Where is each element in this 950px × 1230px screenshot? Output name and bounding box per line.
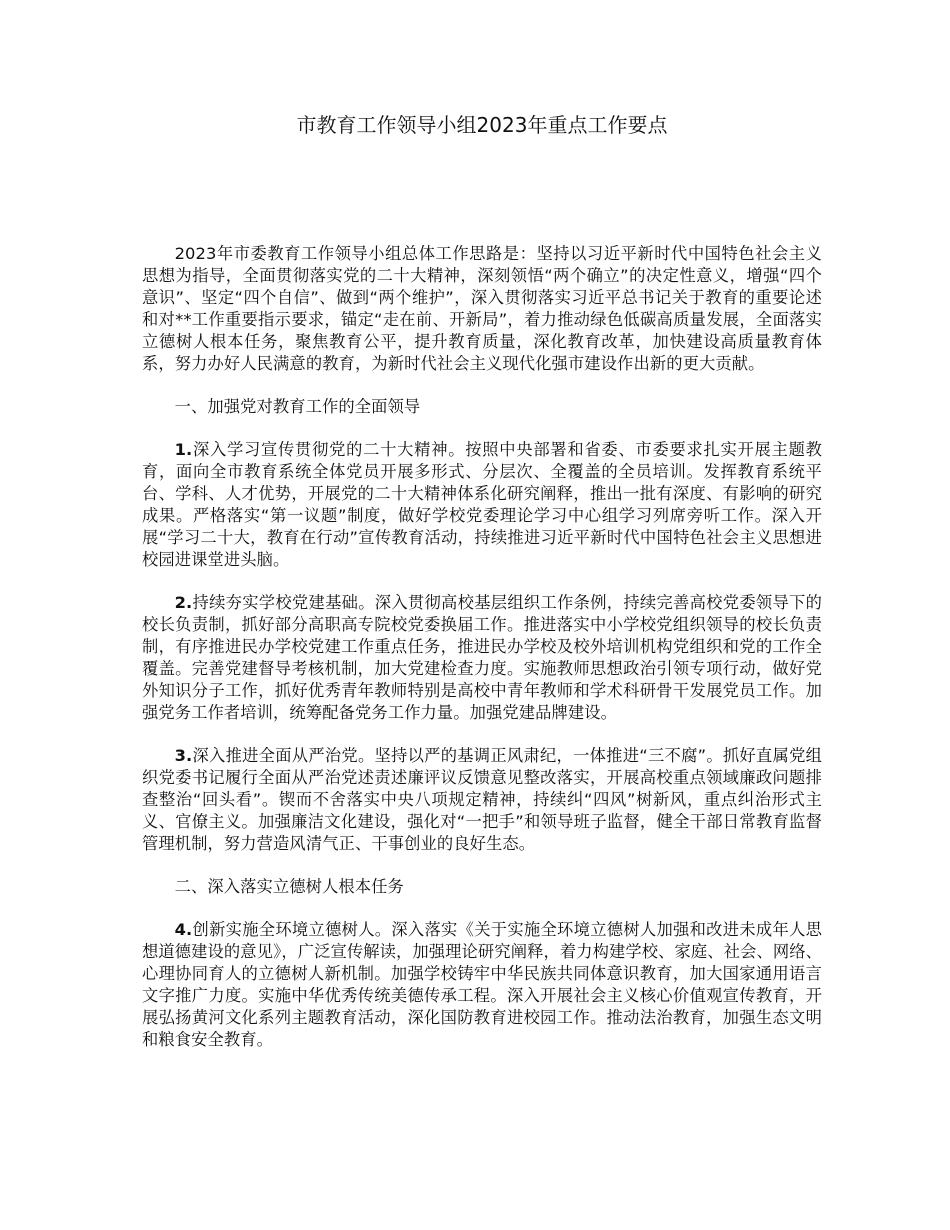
document-title: 市教育工作领导小组2023年重点工作要点: [296, 113, 668, 137]
item-paragraph-1: [142, 439, 822, 571]
section-heading-1: 一、加强党对教育工作的全面领导: [174, 397, 421, 416]
section-heading-2: 二、深入落实立德树人根本任务: [174, 877, 404, 896]
item-number: 4.: [174, 920, 193, 939]
item-number: 3.: [174, 746, 193, 765]
item-number: 2.: [174, 593, 193, 612]
document-page: [142, 110, 822, 1072]
item-text: 持续夯实学校党建基础。深入贯彻高校基层组织工作条例，持续完善高校党委领导下的校长负责制，抓好部分高职高专院校党委换届工作。推进落实中小学校党组织领导的校长负责制，有序推进民办学校党建工作重点任务，推进民办学校及校外培训机构党组织和党的工作全覆盖。完善党建督导考核机制，加大党建检查力度。实施教师思想政治引领专项行动，做好党外知识分子工作，抓好优秀青年教师特别是高校中青年教师和学术科研骨干发展党员工作。加强党务工作者培训，统筹配备党务工作力量。加强党建品牌建设。: [142, 593, 822, 722]
item-paragraph-4: [142, 919, 822, 1051]
document-body: [142, 243, 822, 1051]
item-number: 1.: [174, 440, 193, 459]
item-paragraph-2: [142, 592, 822, 724]
item-text: 创新实施全环境立德树人。深入落实《关于实施全环境立德树人加强和改进未成年人思想道德建设的意见》，广泛宣传解读，加强理论研究阐释，着力构建学校、家庭、社会、网络、心理协同育人的立德树人新机制。加强学校铸牢中华民族共同体意识教育，加大国家通用语言文字推广力度。实施中华优秀传统美德传承工程。深入开展社会主义核心价值观宣传教育，开展弘扬黄河文化系列主题教育活动，深化国防教育进校园工作。推动法治教育，加强生态文明和粮食安全教育。: [142, 920, 822, 1049]
intro-paragraph: 2023年市委教育工作领导小组总体工作思路是：坚持以习近平新时代中国特色社会主义思想为指导，全面贯彻落实党的二十大精神，深刻领悟“两个确立”的决定性意义，增强“四个意识”、坚定“四个自信”、做到“两个维护”，深入贯彻落实习近平总书记关于教育的重要论述和对**工作重要指示要求，锚定“走在前、开新局”，着力推动绿色低碳高质量发展，全面落实立德树人根本任务，聚焦教育公平，提升教育质量，深化教育改革，加快建设高质量教育体系，努力办好人民满意的教育，为新时代社会主义现代化强市建设作出新的更大贡献。: [142, 244, 822, 373]
item-text: 深入推进全面从严治党。坚持以严的基调正风肃纪，一体推进“三不腐”。抓好直属党组织党委书记履行全面从严治党述责述廉评议反馈意见整改落实，开展高校重点领域廉政问题排查整治“回头看”。锲而不舍落实中央八项规定精神，持续纠“四风”树新风，重点纠治形式主义、官僚主义。加强廉洁文化建设，强化对“一把手”和领导班子监督，健全干部日常教育监督管理机制，努力营造风清气正、干事创业的良好生态。: [142, 746, 822, 853]
item-paragraph-3: [142, 745, 822, 855]
item-text: 深入学习宣传贯彻党的二十大精神。按照中央部署和省委、市委要求扎实开展主题教育，面向全市教育系统全体党员开展多形式、分层次、全覆盖的全员培训。发挥教育系统平台、学科、人才优势，开展党的二十大精神体系化研究阐释，推出一批有深度、有影响的研究成果。严格落实“第一议题”制度，做好学校党委理论学习中心组学习列席旁听工作。深入开展“学习二十大，教育在行动”宣传教育活动，持续推进习近平新时代中国特色社会主义思想进校园进课堂进头脑。: [142, 440, 822, 569]
